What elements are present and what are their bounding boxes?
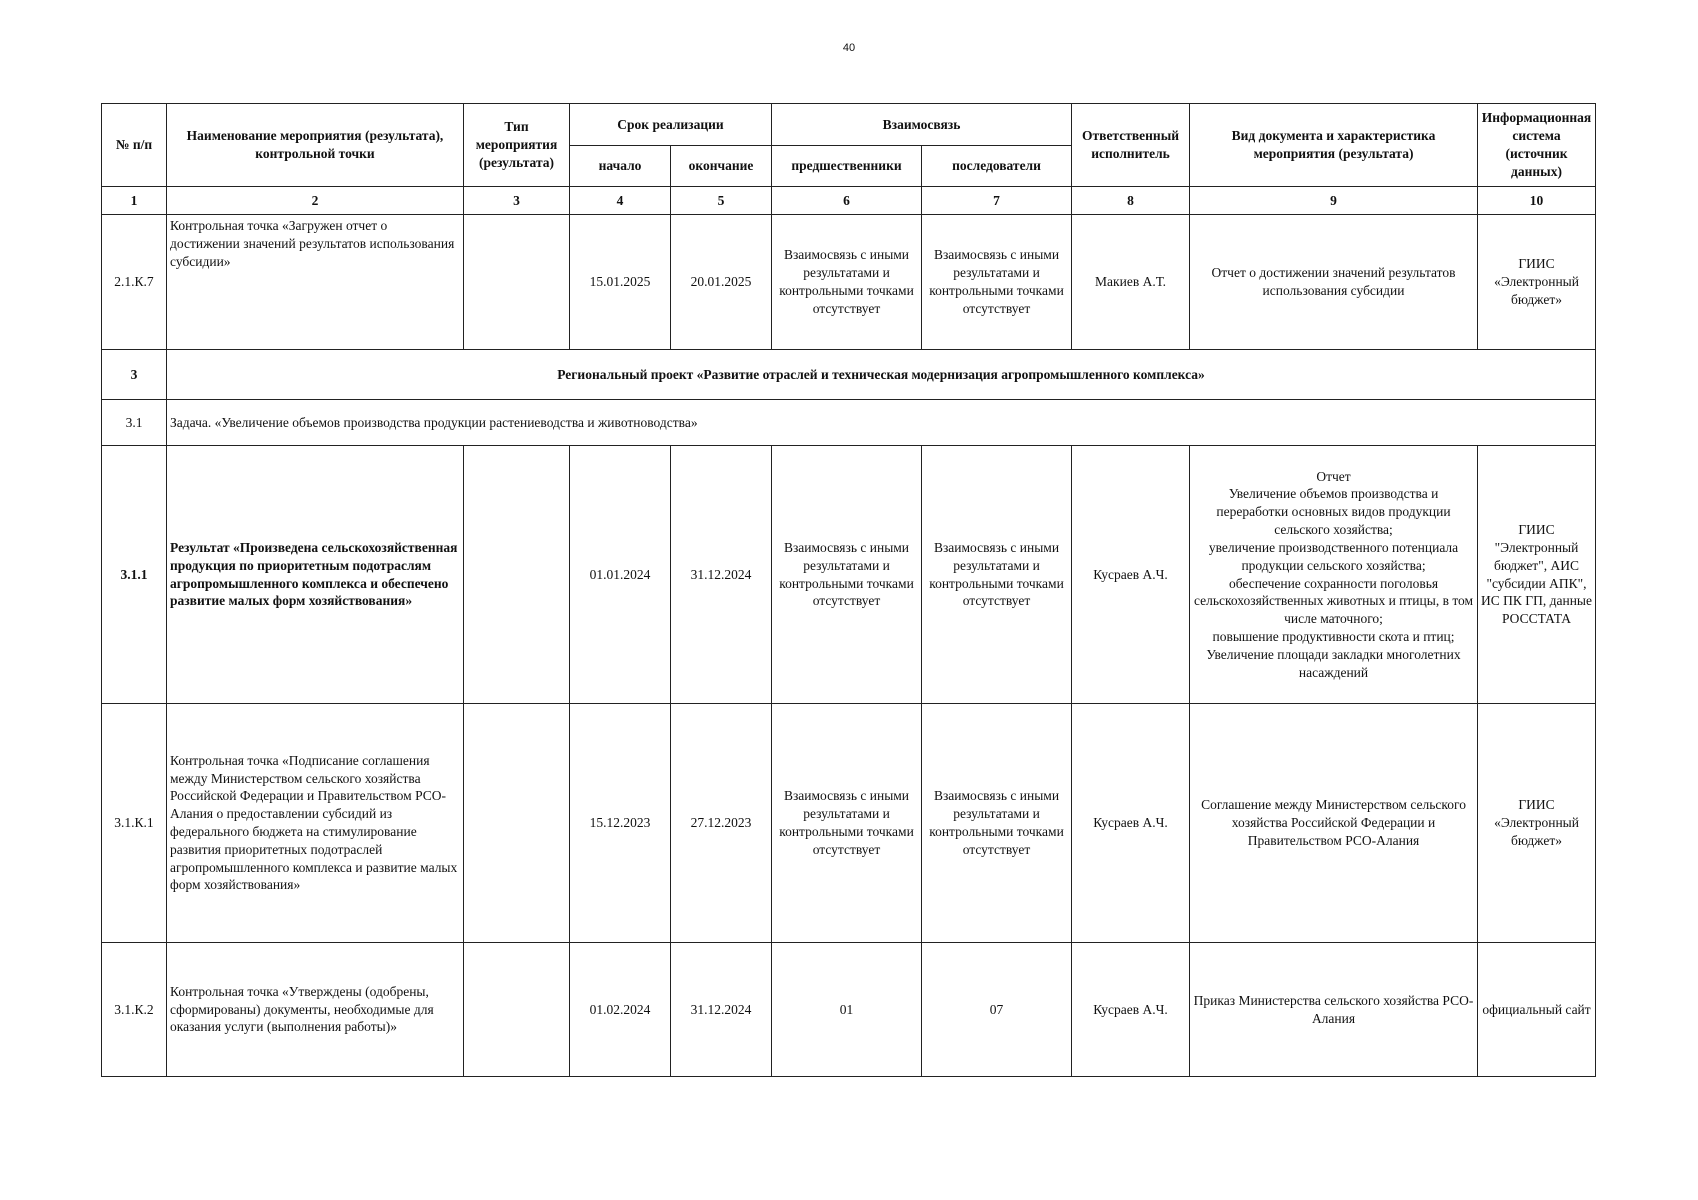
- row-predecessors: Взаимосвязь с иными результатами и контрольными точками отсутствует: [772, 215, 922, 350]
- header-row-1: [102, 104, 1596, 146]
- row-type: [464, 446, 570, 704]
- row-end: 27.12.2023: [671, 704, 772, 943]
- header-successors: последователи: [922, 146, 1072, 187]
- section-num: 3: [102, 350, 167, 400]
- page-number: 40: [842, 42, 856, 54]
- header-term: Срок реализации: [570, 104, 772, 146]
- row-predecessors: 01: [772, 943, 922, 1077]
- row-document: Отчет о достижении значений результатов использования субсидии: [1190, 215, 1478, 350]
- row-type: [464, 215, 570, 350]
- header-start: начало: [570, 146, 671, 187]
- header-document: Вид документа и характеристика мероприятия (результата): [1190, 104, 1478, 187]
- row-type: [464, 943, 570, 1077]
- col-number: 6: [772, 187, 922, 215]
- col-number: 2: [167, 187, 464, 215]
- col-number: 3: [464, 187, 570, 215]
- row-name: Контрольная точка «Утверждены (одобрены, сформированы) документы, необходимые для оказания услуги (выполнения работы)»: [167, 943, 464, 1077]
- row-name: Контрольная точка «Подписание соглашения между Министерством сельского хозяйства Российской Федерации и Правительством РСО-Алания о предоставлении субсидий из федерального бюджета на стимулирование развития приоритетных подотраслей агропромышленного комплекса и развитие малых форм хозяйствования»: [167, 704, 464, 943]
- row-successors: Взаимосвязь с иными результатами и контрольными точками отсутствует: [922, 215, 1072, 350]
- col-number: 7: [922, 187, 1072, 215]
- table-row: [102, 943, 1596, 1077]
- row-start: 15.01.2025: [570, 215, 671, 350]
- row-document: Отчет Увеличение объемов производства и переработки основных видов продукции сельского хозяйства; увеличение производственного потенциала продукции сельского хозяйства; обеспечение сохранности поголовья сельскохозяйственных животных и птицы, в том числе маточного; повышение продуктивности скота и птиц; Увеличение площади закладки многолетних насаждений: [1190, 446, 1478, 704]
- row-responsible: Макиев А.Т.: [1072, 215, 1190, 350]
- row-end: 31.12.2024: [671, 446, 772, 704]
- header-name: Наименование мероприятия (результата), контрольной точки: [167, 104, 464, 187]
- header-end: окончание: [671, 146, 772, 187]
- row-responsible: Кусраев А.Ч.: [1072, 704, 1190, 943]
- task-row: [102, 400, 1596, 446]
- task-title: Задача. «Увеличение объемов производства продукции растениеводства и животноводства»: [167, 400, 1596, 446]
- col-number: 9: [1190, 187, 1478, 215]
- row-successors: Взаимосвязь с иными результатами и контрольными точками отсутствует: [922, 704, 1072, 943]
- row-predecessors: Взаимосвязь с иными результатами и контрольными точками отсутствует: [772, 446, 922, 704]
- row-successors: Взаимосвязь с иными результатами и контрольными точками отсутствует: [922, 446, 1072, 704]
- header-info-system: Информационная система (источник данных): [1478, 104, 1596, 187]
- section-title: Региональный проект «Развитие отраслей и техническая модернизация агропромышленного комплекса»: [167, 350, 1596, 400]
- section-row: [102, 350, 1596, 400]
- row-document: Приказ Министерства сельского хозяйства РСО-Алания: [1190, 943, 1478, 1077]
- row-end: 31.12.2024: [671, 943, 772, 1077]
- row-successors: 07: [922, 943, 1072, 1077]
- row-name: Контрольная точка «Загружен отчет о достижении значений результатов использования субсидии»: [167, 215, 464, 350]
- row-document: Соглашение между Министерством сельского хозяйства Российской Федерации и Правительством РСО-Алания: [1190, 704, 1478, 943]
- task-num: 3.1: [102, 400, 167, 446]
- row-type: [464, 704, 570, 943]
- col-number: 1: [102, 187, 167, 215]
- row-info-system: ГИИС «Электронный бюджет»: [1478, 704, 1596, 943]
- header-link: Взаимосвязь: [772, 104, 1072, 146]
- activities-table: [101, 103, 1596, 1077]
- row-info-system: официальный сайт: [1478, 943, 1596, 1077]
- row-responsible: Кусраев А.Ч.: [1072, 943, 1190, 1077]
- row-num: 3.1.К.2: [102, 943, 167, 1077]
- header-num: № п/п: [102, 104, 167, 187]
- row-num: 3.1.1: [102, 446, 167, 704]
- table-row: [102, 446, 1596, 704]
- col-number: 8: [1072, 187, 1190, 215]
- row-name: Результат «Произведена сельскохозяйственная продукция по приоритетным подотраслям агропромышленного комплекса и обеспечено развитие малых форм хозяйствования»: [167, 446, 464, 704]
- table-row: [102, 215, 1596, 350]
- row-responsible: Кусраев А.Ч.: [1072, 446, 1190, 704]
- row-num: 3.1.К.1: [102, 704, 167, 943]
- row-predecessors: Взаимосвязь с иными результатами и контрольными точками отсутствует: [772, 704, 922, 943]
- row-end: 20.01.2025: [671, 215, 772, 350]
- header-predecessors: предшественники: [772, 146, 922, 187]
- row-info-system: ГИИС «Электронный бюджет»: [1478, 215, 1596, 350]
- table-row: [102, 704, 1596, 943]
- col-number: 10: [1478, 187, 1596, 215]
- col-number: 5: [671, 187, 772, 215]
- row-info-system: ГИИС "Электронный бюджет", АИС "субсидии АПК", ИС ПК ГП, данные РОССТАТА: [1478, 446, 1596, 704]
- column-numbers-row: [102, 187, 1596, 215]
- col-number: 4: [570, 187, 671, 215]
- row-start: 01.02.2024: [570, 943, 671, 1077]
- row-start: 01.01.2024: [570, 446, 671, 704]
- header-type: Тип мероприятия (результата): [464, 104, 570, 187]
- row-num: 2.1.К.7: [102, 215, 167, 350]
- header-responsible: Ответственный исполнитель: [1072, 104, 1190, 187]
- row-start: 15.12.2023: [570, 704, 671, 943]
